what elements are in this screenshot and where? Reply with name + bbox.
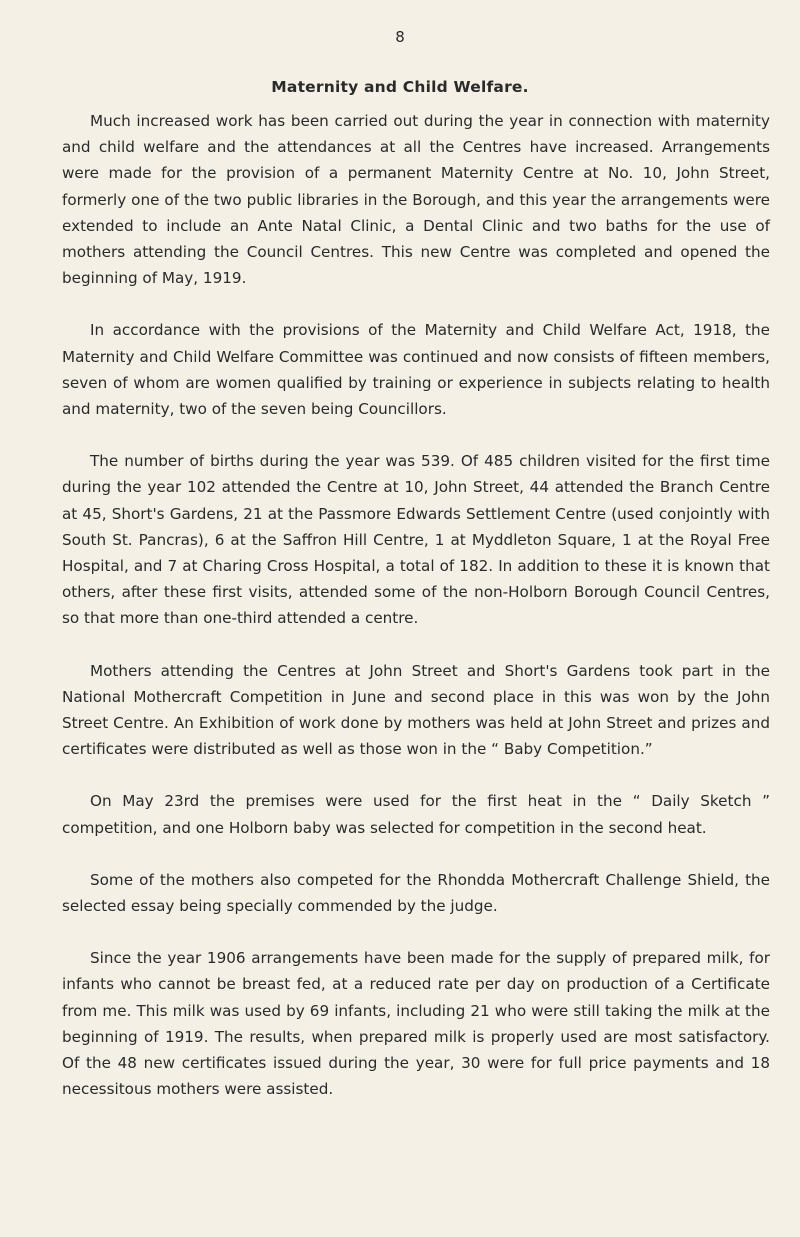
page-number: 8: [395, 28, 405, 46]
paragraph-births: The number of births during the year was 539. Of 485 children visited for the first time during the year 102 attended the Centre at 10, John Street, 44 attended the Branch Centre at 45, Short's Gardens, 21 at the Passmore Edwards Settlement Centre (used conjointly with South St. Pancras), 6 at the Saffron Hill Centre, 1 at Myddleton Square, 1 at the Royal Free Hospital, and 7 at Charing Cross Hospital, a total of 182. In addition to these it is known that others, after these first visits, attended some of the non-Holborn Borough Council Centres, so that more than one-third attended a centre.: [62, 452, 770, 628]
paragraph-committee: In accordance with the provisions of the Maternity and Child Welfare Act, 1918, the Maternity and Child Welfare Committee was continued and now consists of fifteen members, seven of whom are women qualified by training or experience in subjects relating to health and maternity, two of the seven being Councillors.: [62, 321, 770, 419]
paragraph-rhondda-shield: Some of the mothers also competed for the Rhondda Mothercraft Challenge Shield, the selected essay being specially commended by the judge.: [62, 870, 770, 916]
paragraph-prepared-milk: Since the year 1906 arrangements have been made for the supply of prepared milk, for infants who cannot be breast fed, at a reduced rate per day on production of a Certificate from me. This milk was used by 69 infants, including 21 who were still taking the milk at the beginning of 1919. The results, when prepared milk is properly used are most satisfactory. Of the 48 new certificates issued during the year, 30 were for full price payments and 18 necessitous mothers were assisted.: [62, 949, 770, 1099]
section-title: Maternity and Child Welfare.: [271, 78, 529, 96]
paragraph-competition: Mothers attending the Centres at John Street and Short's Gardens took part in the National Mothercraft Competition in June and second place in this was won by the John Street Centre. An Exhibition of work done by mothers was held at John Street and prizes and certificates were distributed as well as those won in the “ Baby Competition.”: [62, 661, 770, 759]
paragraph-centres: Much increased work has been carried out during the year in connection with maternity and child welfare and the attendances at all the Centres have increased. Arrangements were made for the provision of a permanent Maternity Centre at No. 10, John Street, formerly one of the two public libraries in the Borough, and this year the arrangements were extended to include an Ante Natal Clinic, a Dental Clinic and two baths for the use of mothers attending the Council Centres. This new Centre was completed and opened the beginning of May, 1919.: [62, 112, 770, 288]
paragraph-daily-sketch: On May 23rd the premises were used for the first heat in the “ Daily Sketch ” competition, and one Holborn baby was selected for competition in the second heat.: [62, 792, 770, 837]
body-text: [62, 108, 770, 1129]
